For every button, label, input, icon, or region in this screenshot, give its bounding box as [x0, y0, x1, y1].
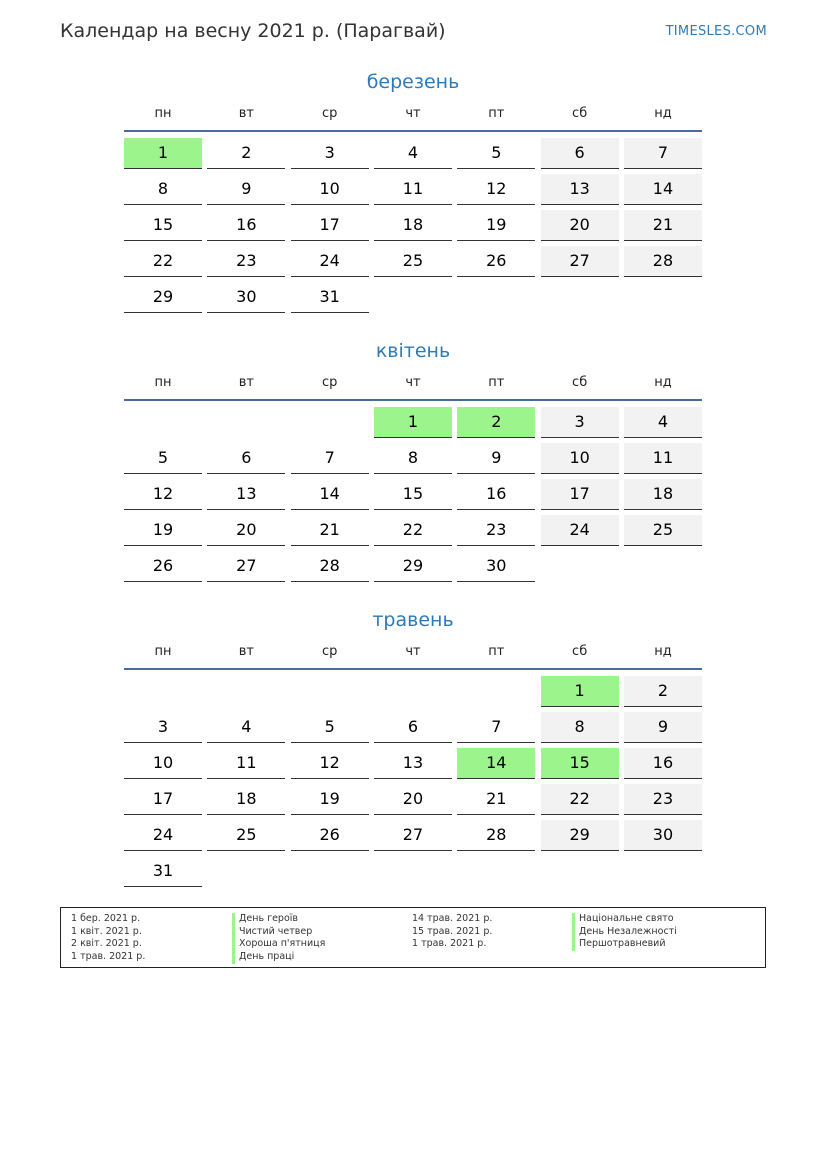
empty-day-cell: [374, 856, 452, 886]
day-cell: 22: [374, 515, 452, 546]
day-cell: 15: [541, 748, 619, 779]
day-cell: 12: [124, 479, 202, 510]
week-row: [124, 443, 702, 479]
day-cell: 3: [124, 712, 202, 743]
day-cell: 16: [457, 479, 535, 510]
day-cell: 21: [457, 784, 535, 815]
empty-day-cell: [124, 676, 202, 706]
day-cell: 30: [207, 282, 285, 313]
empty-day-cell: [374, 676, 452, 706]
week-row: [124, 515, 702, 551]
day-cell: 31: [291, 282, 369, 313]
weekday-label: нд: [654, 644, 672, 659]
site-link[interactable]: TIMESLES.COM: [665, 24, 767, 39]
legend-names-left: [232, 913, 325, 964]
month-weeks: [124, 676, 702, 892]
day-cell: 26: [124, 551, 202, 582]
day-cell: 12: [457, 174, 535, 205]
day-cell: 23: [457, 515, 535, 546]
day-cell: 26: [457, 246, 535, 277]
day-cell: 12: [291, 748, 369, 779]
day-cell: 25: [207, 820, 285, 851]
day-cell: 21: [291, 515, 369, 546]
day-cell: 13: [541, 174, 619, 205]
weekday-header: [124, 104, 702, 132]
legend-holiday-name: Хороша п'ятниця: [232, 938, 325, 951]
day-cell: 17: [291, 210, 369, 241]
day-cell: 19: [457, 210, 535, 241]
day-cell: 5: [124, 443, 202, 474]
weekday-label: пт: [488, 375, 505, 390]
day-cell: 8: [124, 174, 202, 205]
legend-dates-right: [412, 913, 492, 951]
weekday-label: сб: [572, 106, 588, 121]
day-cell: 26: [291, 820, 369, 851]
day-cell: 10: [291, 174, 369, 205]
legend-date: 1 квіт. 2021 р.: [71, 925, 142, 937]
legend-holiday-name: День героїв: [232, 913, 325, 926]
month-weeks: [124, 138, 702, 318]
day-cell: 17: [541, 479, 619, 510]
day-cell: 7: [457, 712, 535, 743]
weekday-label: вт: [238, 644, 254, 659]
day-cell: 31: [124, 856, 202, 887]
week-row: [124, 210, 702, 246]
day-cell: 7: [624, 138, 702, 169]
day-cell: 15: [124, 210, 202, 241]
weekday-label: пн: [154, 644, 172, 659]
day-cell: 18: [207, 784, 285, 815]
empty-day-cell: [207, 856, 285, 886]
empty-day-cell: [541, 856, 619, 886]
day-cell: 11: [624, 443, 702, 474]
day-cell: 16: [207, 210, 285, 241]
legend-date: 15 трав. 2021 р.: [412, 925, 493, 937]
legend-date: 1 трав. 2021 р.: [412, 938, 487, 950]
week-row: [124, 748, 702, 784]
day-cell: 27: [541, 246, 619, 277]
day-cell: 2: [624, 676, 702, 707]
week-row: [124, 282, 702, 318]
weekday-label: сб: [572, 644, 588, 659]
week-row: [124, 712, 702, 748]
day-cell: 8: [374, 443, 452, 474]
day-cell: 18: [624, 479, 702, 510]
empty-day-cell: [541, 551, 619, 581]
day-cell: 20: [207, 515, 285, 546]
day-cell: 5: [457, 138, 535, 169]
empty-day-cell: [541, 282, 619, 312]
weekday-label: чт: [405, 644, 421, 659]
legend-holiday-name: День праці: [232, 951, 325, 964]
day-cell: 24: [291, 246, 369, 277]
day-cell: 29: [124, 282, 202, 313]
day-cell: 11: [374, 174, 452, 205]
day-cell: 14: [457, 748, 535, 779]
week-row: [124, 784, 702, 820]
empty-day-cell: [624, 551, 702, 581]
month-weeks: [124, 407, 702, 587]
month-name: травень: [372, 609, 454, 631]
empty-day-cell: [207, 407, 285, 437]
week-row: [124, 676, 702, 712]
day-cell: 4: [207, 712, 285, 743]
legend-holiday-name: Першотравневий: [572, 938, 677, 951]
week-row: [124, 479, 702, 515]
holiday-legend: [60, 907, 766, 968]
page-title: Календар на весну 2021 р. (Парагвай): [60, 20, 446, 42]
day-cell: 1: [374, 407, 452, 438]
empty-day-cell: [291, 676, 369, 706]
weekday-label: пт: [488, 644, 505, 659]
empty-day-cell: [124, 407, 202, 437]
day-cell: 22: [541, 784, 619, 815]
day-cell: 11: [207, 748, 285, 779]
day-cell: 19: [291, 784, 369, 815]
day-cell: 10: [124, 748, 202, 779]
day-cell: 7: [291, 443, 369, 474]
day-cell: 4: [624, 407, 702, 438]
weekday-label: сб: [572, 375, 588, 390]
day-cell: 18: [374, 210, 452, 241]
day-cell: 2: [457, 407, 535, 438]
empty-day-cell: [624, 282, 702, 312]
day-cell: 29: [374, 551, 452, 582]
legend-holiday-name: Чистий четвер: [232, 926, 325, 939]
weekday-label: нд: [654, 375, 672, 390]
day-cell: 9: [457, 443, 535, 474]
week-row: [124, 246, 702, 282]
weekday-label: ср: [321, 375, 338, 390]
weekday-label: чт: [405, 106, 421, 121]
legend-holiday-name: День Незалежності: [572, 926, 677, 939]
day-cell: 13: [374, 748, 452, 779]
day-cell: 29: [541, 820, 619, 851]
weekday-label: вт: [238, 106, 254, 121]
day-cell: 28: [457, 820, 535, 851]
day-cell: 25: [624, 515, 702, 546]
legend-date: 1 бер. 2021 р.: [71, 913, 141, 924]
week-row: [124, 820, 702, 856]
day-cell: 1: [541, 676, 619, 707]
empty-day-cell: [457, 856, 535, 886]
month-name: березень: [366, 71, 460, 93]
empty-day-cell: [624, 856, 702, 886]
day-cell: 8: [541, 712, 619, 743]
day-cell: 17: [124, 784, 202, 815]
day-cell: 21: [624, 210, 702, 241]
day-cell: 27: [207, 551, 285, 582]
week-row: [124, 138, 702, 174]
month-name: квітень: [375, 340, 451, 362]
day-cell: 23: [624, 784, 702, 815]
empty-day-cell: [374, 282, 452, 312]
day-cell: 3: [541, 407, 619, 438]
day-cell: 2: [207, 138, 285, 169]
weekday-label: вт: [238, 375, 254, 390]
day-cell: 20: [541, 210, 619, 241]
day-cell: 16: [624, 748, 702, 779]
day-cell: 6: [374, 712, 452, 743]
day-cell: 6: [541, 138, 619, 169]
day-cell: 24: [124, 820, 202, 851]
week-row: [124, 407, 702, 443]
day-cell: 20: [374, 784, 452, 815]
weekday-header: [124, 373, 702, 401]
day-cell: 6: [207, 443, 285, 474]
weekday-label: пн: [154, 106, 172, 121]
month-block: [124, 337, 702, 587]
legend-date: 2 квіт. 2021 р.: [71, 938, 142, 950]
day-cell: 30: [624, 820, 702, 851]
day-cell: 14: [624, 174, 702, 205]
day-cell: 23: [207, 246, 285, 277]
day-cell: 24: [541, 515, 619, 546]
day-cell: 15: [374, 479, 452, 510]
legend-names-right: [572, 913, 677, 951]
empty-day-cell: [457, 282, 535, 312]
week-row: [124, 174, 702, 210]
legend-date: 1 трав. 2021 р.: [71, 951, 146, 963]
day-cell: 28: [291, 551, 369, 582]
day-cell: 19: [124, 515, 202, 546]
legend-date: 14 трав. 2021 р.: [412, 913, 493, 924]
day-cell: 3: [291, 138, 369, 169]
day-cell: 9: [624, 712, 702, 743]
weekday-label: ср: [321, 106, 338, 121]
day-cell: 13: [207, 479, 285, 510]
weekday-label: пн: [154, 375, 172, 390]
day-cell: 5: [291, 712, 369, 743]
weekday-label: нд: [654, 106, 672, 121]
weekday-label: пт: [488, 106, 505, 121]
day-cell: 10: [541, 443, 619, 474]
legend-dates-left: [71, 913, 145, 964]
empty-day-cell: [291, 407, 369, 437]
week-row: [124, 856, 702, 892]
day-cell: 25: [374, 246, 452, 277]
month-block: [124, 606, 702, 892]
day-cell: 22: [124, 246, 202, 277]
legend-holiday-name: Національне свято: [572, 913, 677, 926]
weekday-header: [124, 642, 702, 670]
empty-day-cell: [291, 856, 369, 886]
week-row: [124, 551, 702, 587]
day-cell: 27: [374, 820, 452, 851]
day-cell: 1: [124, 138, 202, 169]
weekday-label: ср: [321, 644, 338, 659]
empty-day-cell: [207, 676, 285, 706]
day-cell: 9: [207, 174, 285, 205]
day-cell: 28: [624, 246, 702, 277]
day-cell: 14: [291, 479, 369, 510]
day-cell: 4: [374, 138, 452, 169]
empty-day-cell: [457, 676, 535, 706]
month-block: [124, 68, 702, 318]
day-cell: 30: [457, 551, 535, 582]
weekday-label: чт: [405, 375, 421, 390]
